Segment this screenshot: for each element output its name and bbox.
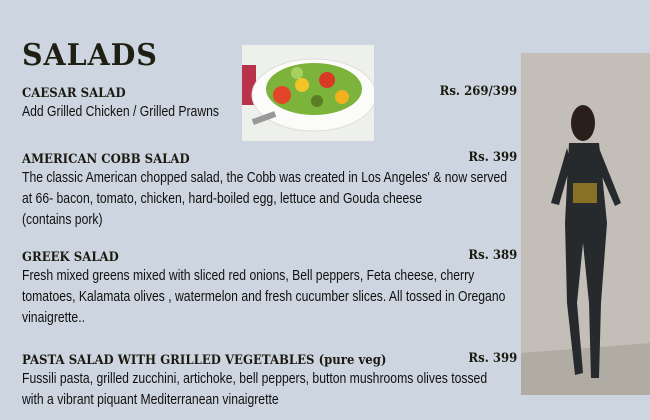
item-name: PASTA SALAD WITH GRILLED VEGETABLES (pure veg) (22, 353, 387, 368)
menu-item-pasta-salad (22, 351, 517, 411)
item-description: (contains pork) (22, 212, 103, 228)
item-price: Rs. 399 (468, 150, 517, 165)
item-description: at 66- bacon, tomato, chicken, hard-boiled egg, lettuce and Gouda cheese (22, 191, 423, 207)
item-description: with a vibrant piquant Mediterranean vinaigrette (22, 392, 279, 408)
menu-item-american-cobb-salad (22, 150, 517, 231)
item-price: Rs. 399 (468, 351, 517, 366)
menu-item-greek-salad (22, 248, 517, 329)
item-description: The classic American chopped salad, the Cobb was created in Los Angeles' & now served (22, 170, 508, 186)
item-price: Rs. 389 (468, 248, 517, 263)
item-description: vinaigrette.. (22, 310, 85, 326)
menu-item-caesar-salad (22, 84, 517, 123)
section-title: SALADS (22, 38, 158, 73)
item-description: Fresh mixed greens mixed with sliced red onions, Bell peppers, Feta cheese, cherry (22, 268, 475, 284)
item-name: CAESAR SALAD (22, 86, 126, 101)
item-price: Rs. 269/399 (439, 84, 517, 99)
item-description: Add Grilled Chicken / Grilled Prawns (22, 104, 219, 120)
model-photo (521, 53, 650, 395)
item-name: GREEK SALAD (22, 250, 119, 265)
item-description: tomatoes, Kalamata olives , watermelon and fresh cucumber slices. All tossed in Oregano (22, 289, 506, 305)
item-description: Fussili pasta, grilled zucchini, artichoke, bell peppers, button mushrooms olives tossed (22, 371, 488, 387)
item-name: AMERICAN COBB SALAD (22, 152, 190, 167)
